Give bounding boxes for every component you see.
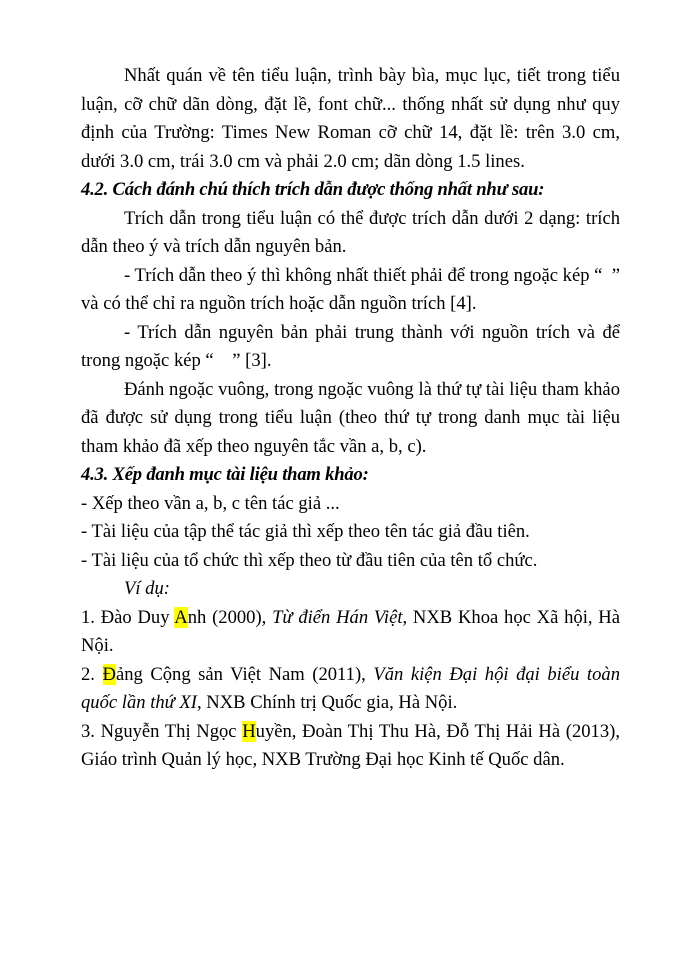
reference-2-book-title: Văn kiện Đại hội đại biểu toàn quốc lần thứ XI, [81,663,620,713]
document-content [81,62,620,775]
reference-1-highlighted-letter: A [174,606,188,628]
reference-2-text-tail: NXB Chính trị Quốc gia, Hà Nội. [201,692,458,713]
example-label: Ví dụ: [124,578,170,599]
reference-2-highlighted-letter: Đ [102,663,116,685]
reference-2-text-pre: 2. [81,663,103,685]
reference-3-text-mid: uyền, Đoàn Thị Thu Hà, Đỗ Thị Hải Hà (2013), Giáo trình Quản lý học, NXB Trường Đại học Kinh tế Quốc dân. [81,720,620,770]
rule-sort-alphabet: - Xếp theo vần a, b, c tên tác giả ... [81,492,340,514]
paragraph-citation-verbatim: - Trích dẫn nguyên bản phải trung thành với nguồn trích và để trong ngoặc kép “ ” [3]. [81,321,620,371]
reference-1-text-pre: 1. Đào Duy [81,606,175,628]
reference-1-book-title: Từ điển Hán Việt [272,606,403,628]
reference-item-1 [81,604,620,661]
paragraph-square-brackets: Đánh ngoặc vuông, trong ngoặc vuông là thứ tự tài liệu tham khảo đã được sử dụng trong tiểu luận (theo thứ tự trong danh mục tài liệu tham khảo đã xếp theo nguyên tắc vần a, b, c). [81,378,620,457]
reference-2-text-mid: ảng Cộng sản Việt Nam (2011), [115,663,374,685]
heading-section-4-3: 4.3. Xếp đanh mục tài liệu tham khảo: [81,464,369,485]
rule-group-authors: - Tài liệu của tập thể tác giả thì xếp theo tên tác giả đầu tiên. [81,521,530,542]
paragraph-citation-by-idea: - Trích dẫn theo ý thì không nhất thiết phải để trong ngoặc kép “ ” và có thể chỉ ra nguồn trích hoặc dẫn nguồn trích [4]. [81,264,620,314]
reference-3-text-pre: 3. Nguyễn Thị Ngọc [81,720,243,742]
paragraph-citation-intro: Trích dẫn trong tiểu luận có thể được trích dẫn dưới 2 dạng: trích dẫn theo ý và trích dẫn nguyên bản. [81,207,620,257]
reference-1-text-mid: nh (2000), [187,606,273,628]
reference-item-2 [81,661,620,718]
paragraph-formatting-rules: Nhất quán về tên tiểu luận, trình bày bìa, mục lục, tiết trong tiểu luận, cỡ chữ dãn dòng, đặt lề, font chữ... thống nhất sử dụng như quy định của Trường: Times New Roman cỡ chữ 14, đặt lề: trên 3.0 cm, dưới 3.0 cm, trái 3.0 cm và phải 2.0 cm; dãn dòng 1.5 lines. [81,65,620,172]
heading-section-4-2: 4.2. Cách đánh chú thích trích dẫn được thống nhất như sau: [81,179,545,200]
reference-item-3 [81,718,620,775]
rule-organization: - Tài liệu của tổ chức thì xếp theo từ đầu tiên của tên tổ chức. [81,549,538,571]
reference-3-highlighted-letter: H [242,720,256,742]
reference-1-text-tail: , NXB Khoa học Xã hội, Hà Nội. [81,606,620,656]
